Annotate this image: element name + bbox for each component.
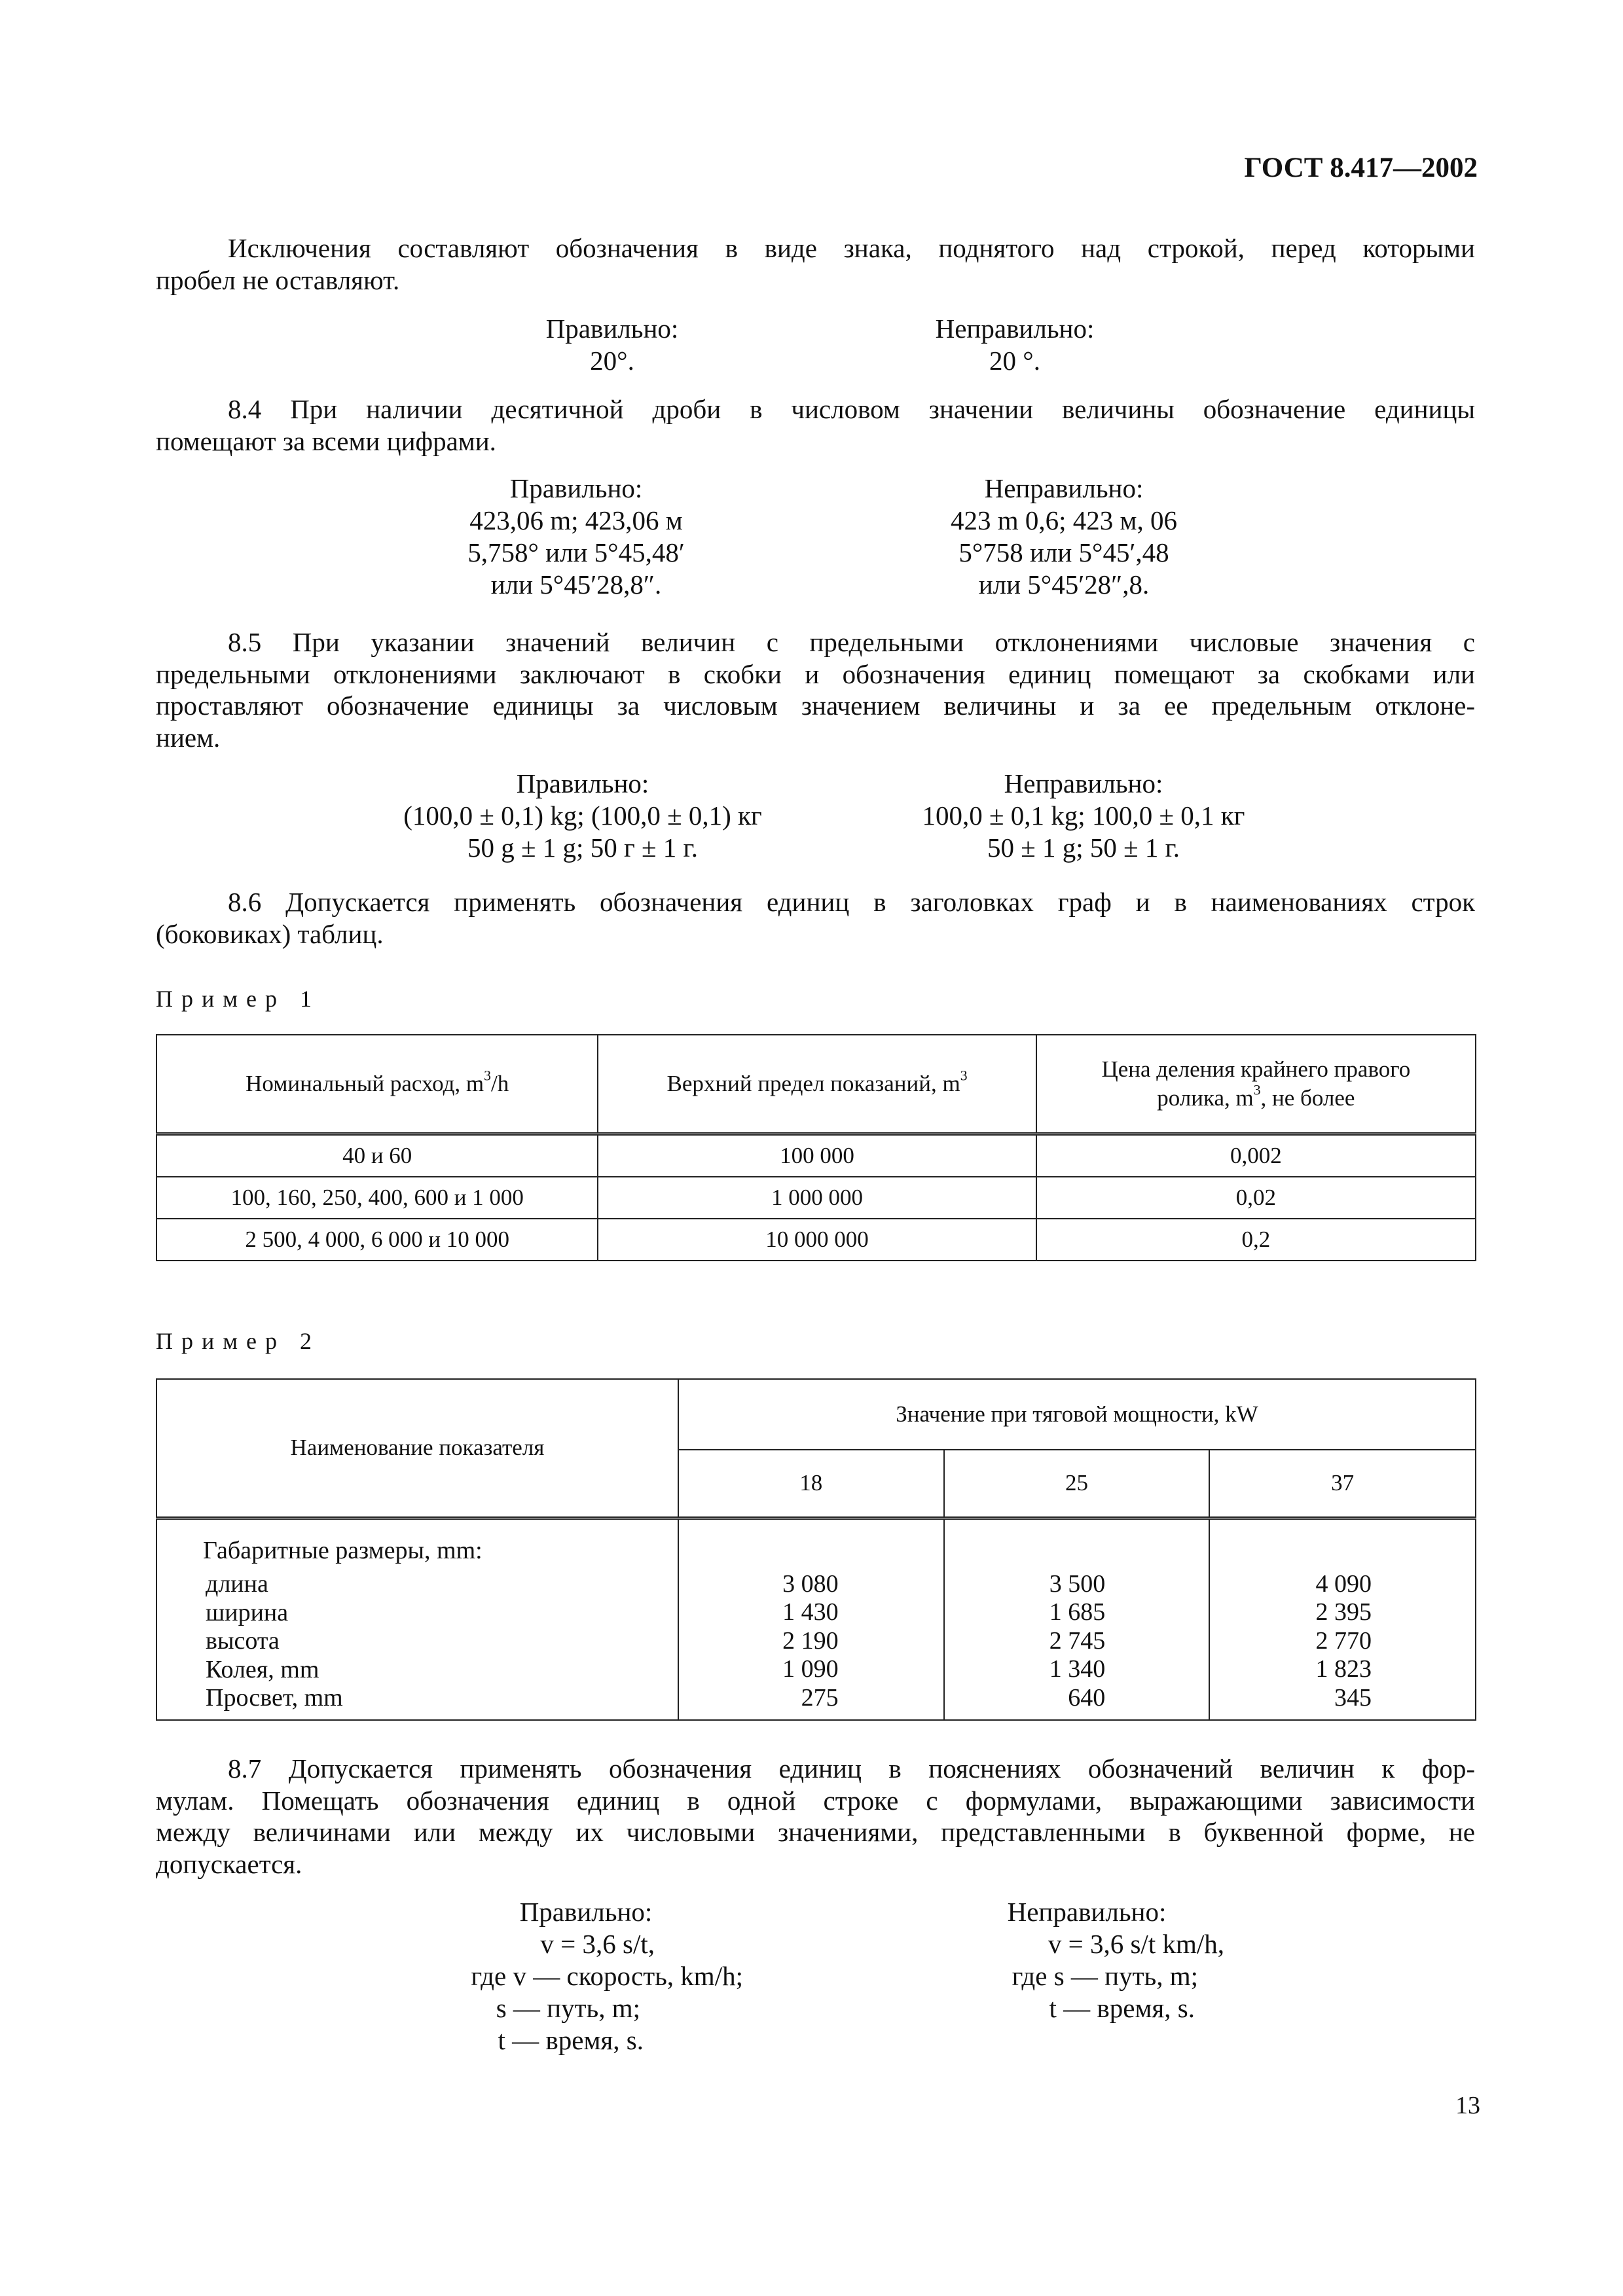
row-group-label: Габаритные размеры, mm: (203, 1536, 483, 1564)
table2-header-power-group: Значение при тяговой мощности, kW (678, 1379, 1476, 1450)
incorrect-label: Неправильно: (1004, 768, 1163, 798)
intro-line-2: пробел не оставляют. (156, 264, 400, 295)
p85-line-3: проставляют обозначение единицы за числовым значением величины и за ее предельным отклоне- (156, 691, 1475, 721)
p84-incorrect-line: или 5°45′28″,8. (978, 569, 1150, 600)
table-cell: 0,2 (1036, 1219, 1476, 1261)
example-2-label: Пример 2 (156, 1328, 321, 1354)
table-cell: 100, 160, 250, 400, 600 и 1 000 (156, 1177, 598, 1219)
table-cell: 10 000 000 (598, 1219, 1036, 1261)
p85-line-4: нием. (156, 722, 221, 753)
explanation-line: t — время, s. (498, 2025, 644, 2055)
page-number: 13 (1455, 2092, 1480, 2119)
p87-incorrect-column (949, 1928, 1224, 2024)
row-name: Просвет, mm (206, 1684, 343, 1712)
table-cell: 2 500, 4 000, 6 000 и 10 000 (156, 1219, 598, 1261)
p84-incorrect-line: 423 m 0,6; 423 м, 06 (951, 505, 1177, 535)
correct-label: Правильно: (516, 768, 649, 798)
table1-header-upper-limit: Верхний предел показаний, $m^3$ (598, 1035, 1036, 1134)
intro-paragraph (156, 232, 1475, 296)
p87-line-3: между величинами или между их числовыми значениями, представленными в буквенной форме, не (156, 1817, 1475, 1847)
paragraph-8-6 (156, 886, 1475, 950)
p85-incorrect-line: 50 ± 1 g; 50 ± 1 г. (987, 833, 1180, 863)
degree-correct-column (514, 313, 710, 377)
p86-line-1: 8.6 Допускается применять обозначения единиц в заголовках граф и в наименованиях строк (228, 887, 1475, 917)
p87-line-2: мулам. Помещать обозначения единиц в одной строке с формулами, выражающими зависимости (156, 1785, 1475, 1816)
p85-correct-column (340, 768, 825, 864)
paragraph-8-7 (156, 1753, 1475, 1880)
table2-values-18: 3 080 1 430 2 190 1 090 275 (678, 1518, 944, 1720)
p85-correct-line: 50 g ± 1 g; 50 г ± 1 г. (467, 833, 698, 863)
incorrect-label: Неправильно: (984, 473, 1144, 503)
paragraph-8-4 (156, 393, 1475, 457)
degree-incorrect-value: 20 °. (989, 346, 1040, 376)
table1-header-division-value: Цена деления крайнего правого ролика, $m^3$, не более (1036, 1035, 1476, 1134)
correct-label: Правильно: (509, 473, 643, 503)
p85-correct-line: (100,0 ± 0,1) kg; (100,0 ± 0,1) кг (403, 800, 762, 831)
table-cell: 0,002 (1036, 1134, 1476, 1177)
row-name: длина (206, 1570, 268, 1598)
table-cell: 40 и 60 (156, 1134, 598, 1177)
table1-header-nominal-flow: Номинальный расход, $m^3/h$ (156, 1035, 598, 1134)
p84-correct-line: 5,758° или 5°45,48′ (467, 537, 685, 567)
formula-incorrect: v = 3,6 s/t km/h, (1048, 1929, 1224, 1959)
correct-label: Правильно: (519, 1897, 653, 1927)
p85-line-2: предельными отклонениями заключают в скобки и обозначения единиц помещают за скобками или (156, 658, 1475, 689)
p87-line-4: допускается. (156, 1848, 302, 1879)
table-row (156, 1134, 1476, 1177)
table-row (156, 1219, 1476, 1261)
table2-header-power: 37 (1209, 1450, 1476, 1518)
p84-correct-line: 423,06 m; 423,06 м (469, 505, 683, 535)
p84-correct-line: или 5°45′28,8″. (490, 569, 662, 600)
explanation-line: где s — путь, m; (1012, 1961, 1198, 1991)
table-cell: 0,02 (1036, 1177, 1476, 1219)
row-name: Колея, mm (206, 1655, 319, 1683)
explanation-line: где v — скорость, km/h; (471, 1961, 743, 1991)
p84-incorrect-line: 5°758 или 5°45′,48 (958, 537, 1169, 567)
table2-header-power: 25 (944, 1450, 1210, 1518)
row-name: ширина (206, 1598, 289, 1626)
formula-correct: v = 3,6 s/t, (540, 1929, 655, 1959)
p86-line-2: (боковиках) таблиц. (156, 918, 384, 949)
explanation-line: t — время, s. (1049, 1993, 1195, 2023)
p87-line-1: 8.7 Допускается применять обозначения единиц в пояснениях обозначений величин к фор- (228, 1753, 1475, 1784)
example-2-table (156, 1378, 1476, 1721)
table-row (156, 1177, 1476, 1219)
intro-line-1: Исключения составляют обозначения в виде знака, поднятого над строкой, перед которыми (228, 233, 1475, 263)
p84-correct-column (429, 473, 723, 601)
table2-header-indicator: Наименование показателя (156, 1379, 678, 1518)
correct-label: Правильно: (545, 314, 679, 344)
row-name: высота (206, 1627, 280, 1655)
p84-line-1: 8.4 При наличии десятичной дроби в числовом значении величины обозначение единицы (228, 394, 1475, 424)
document-header: ГОСТ 8.417—2002 (1244, 152, 1478, 183)
table2-row-names (156, 1518, 678, 1720)
example-1-table (156, 1034, 1476, 1261)
table2-header-power: 18 (678, 1450, 944, 1518)
table-cell: 100 000 (598, 1134, 1036, 1177)
p85-incorrect-line: 100,0 ± 0,1 kg; 100,0 ± 0,1 кг (922, 800, 1245, 831)
incorrect-label: Неправильно: (1007, 1897, 1167, 1927)
table-cell: 1 000 000 (598, 1177, 1036, 1219)
p84-line-2: помещают за всеми цифрами. (156, 425, 496, 456)
p85-line-1: 8.5 При указании значений величин с предельными отклонениями числовые значения с (228, 627, 1475, 657)
incorrect-label: Неправильно: (935, 314, 1095, 344)
table2-values-37: 4 090 2 395 2 770 1 823 345 (1209, 1518, 1476, 1720)
p84-incorrect-column (907, 473, 1221, 601)
table2-values-25: 3 500 1 685 2 745 1 340 640 (944, 1518, 1210, 1720)
degree-incorrect-column (910, 313, 1120, 377)
p85-incorrect-column (871, 768, 1296, 864)
example-1-label: Пример 1 (156, 986, 321, 1012)
degree-correct-value: 20°. (590, 346, 634, 376)
paragraph-8-5 (156, 626, 1475, 753)
p87-correct-column (393, 1928, 743, 2056)
explanation-line: s — путь, m; (496, 1993, 640, 2023)
table-row (156, 1518, 1476, 1720)
